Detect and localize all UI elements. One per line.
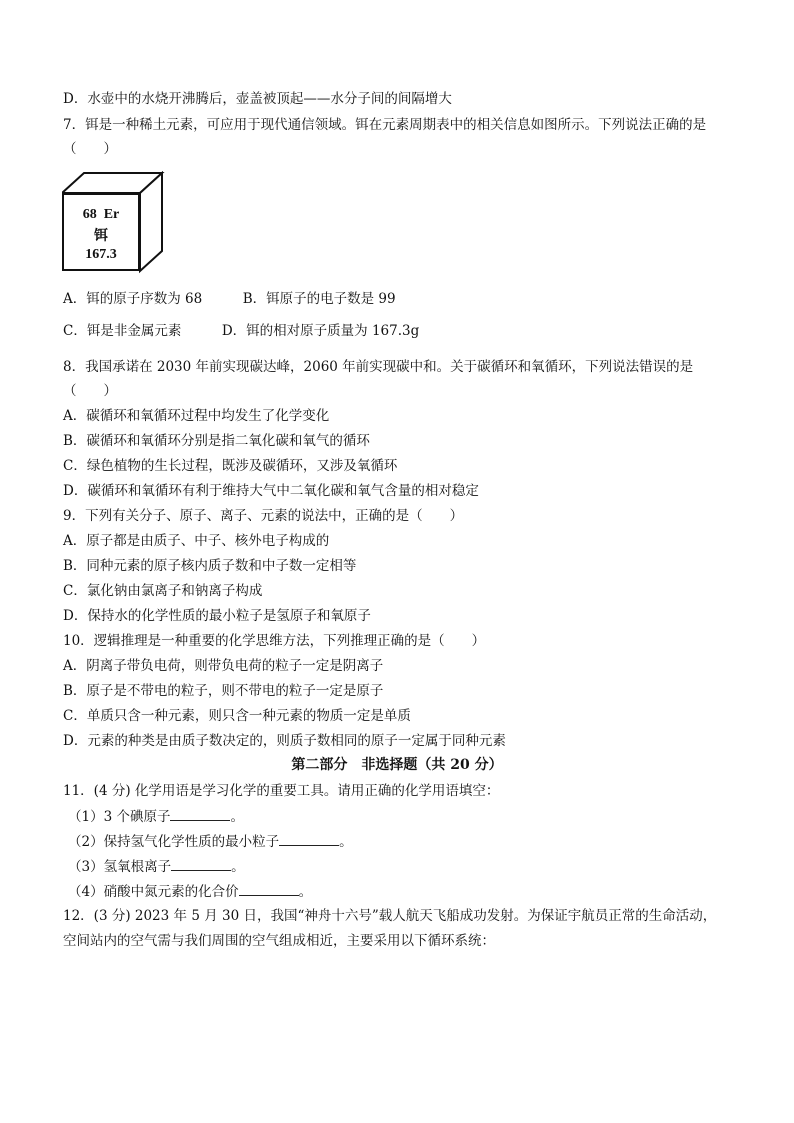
q9-option-c: C．氯化钠由氯离子和钠离子构成	[63, 583, 263, 599]
element-symbol: Er	[103, 207, 120, 222]
element-number-symbol	[64, 207, 138, 223]
q8-paren: （ ）	[63, 383, 117, 399]
q7-options-ab: A．铒的原子序数为 68 B．铒原子的电子数是 99	[63, 291, 396, 307]
q10-option-d: D．元素的种类是由质子数决定的，则质子数相同的原子一定属于同种元素	[63, 733, 506, 749]
answer-blank[interactable]	[170, 806, 230, 821]
q10-option-a: A．阴离子带负电荷，则带负电荷的粒子一定是阴离子	[63, 658, 384, 674]
q11-item-3	[68, 856, 754, 877]
q11-item-2-text: （2）保持氢气化学性质的最小粒子	[68, 834, 280, 850]
element-card-face	[62, 193, 140, 271]
q7-paren: （ ）	[63, 141, 117, 157]
q8-option-b: B．碳循环和氧循环分别是指二氧化碳和氧气的循环	[63, 433, 370, 449]
answer-blank[interactable]	[239, 881, 299, 896]
section-heading-part2: 第二部分 非选择题（共 20 分）	[291, 757, 503, 773]
answer-blank[interactable]	[171, 856, 231, 871]
q10-stem: 10．逻辑推理是一种重要的化学思维方法，下列推理正确的是（ ）	[63, 633, 486, 649]
element-card-erbium	[62, 171, 166, 275]
q6-option-d: D．水壶中的水烧开沸腾后，壶盖被顶起——水分子间的间隔增大	[63, 91, 452, 107]
atomic-mass: 167.3	[85, 247, 117, 262]
q9-option-a: A．原子都是由质子、中子、核外电子构成的	[63, 533, 330, 549]
q11-item-1	[68, 806, 754, 827]
q10-option-c: C．单质只含一种元素，则只含一种元素的物质一定是单质	[63, 708, 411, 724]
q11-item-4-text: （4）硝酸中氮元素的化合价	[68, 884, 239, 900]
q8-stem: 8．我国承诺在 2030 年前实现碳达峰，2060 年前实现碳中和。关于碳循环和氧循环，下列说法错误的是	[63, 359, 694, 375]
q9-stem: 9．下列有关分子、原子、离子、元素的说法中，正确的是（ ）	[63, 508, 464, 524]
q8-option-c: C．绿色植物的生长过程，既涉及碳循环，又涉及氧循环	[63, 458, 398, 474]
q7-stem: 7．铒是一种稀土元素，可应用于现代通信领域。铒在元素周期表中的相关信息如图所示。下列说法正确的是	[63, 117, 707, 133]
period: 。	[230, 809, 244, 825]
q10-option-b: B．原子是不带电的粒子，则不带电的粒子一定是原子	[63, 683, 384, 699]
q12-stem-continued: 空间站内的空气需与我们周围的空气组成相近，主要采用以下循环系统：	[63, 933, 495, 949]
answer-blank[interactable]	[279, 831, 339, 846]
q11-item-2	[68, 831, 754, 852]
q11-item-1-text: （1）3 个碘原子	[68, 809, 171, 825]
q9-option-d: D．保持水的化学性质的最小粒子是氢原子和氧原子	[63, 608, 371, 624]
period: 。	[231, 859, 245, 875]
atomic-number: 68	[82, 207, 97, 222]
period: 。	[339, 834, 353, 850]
q8-option-a: A．碳循环和氧循环过程中均发生了化学变化	[63, 408, 330, 424]
q11-stem: 11．(4 分) 化学用语是学习化学的重要工具。请用正确的化学用语填空：	[63, 783, 500, 799]
q11-item-4	[68, 881, 754, 902]
q8-option-d: D．碳循环和氧循环有利于维持大气中二氧化碳和氧气含量的相对稳定	[63, 483, 479, 499]
q11-item-3-text: （3）氢氧根离子	[68, 859, 172, 875]
q9-option-b: B．同种元素的原子核内质子数和中子数一定相等	[63, 558, 357, 574]
period: 。	[298, 884, 313, 900]
q7-options-cd: C．铒是非金属元素 D．铒的相对原子质量为 167.3g	[63, 323, 420, 339]
element-name: 铒	[94, 229, 108, 244]
q12-stem: 12．(3 分) 2023 年 5 月 30 日，我国“神舟十六号”载人航天飞船成功发射。为保证宇航员正常的生命活动，	[63, 908, 717, 924]
